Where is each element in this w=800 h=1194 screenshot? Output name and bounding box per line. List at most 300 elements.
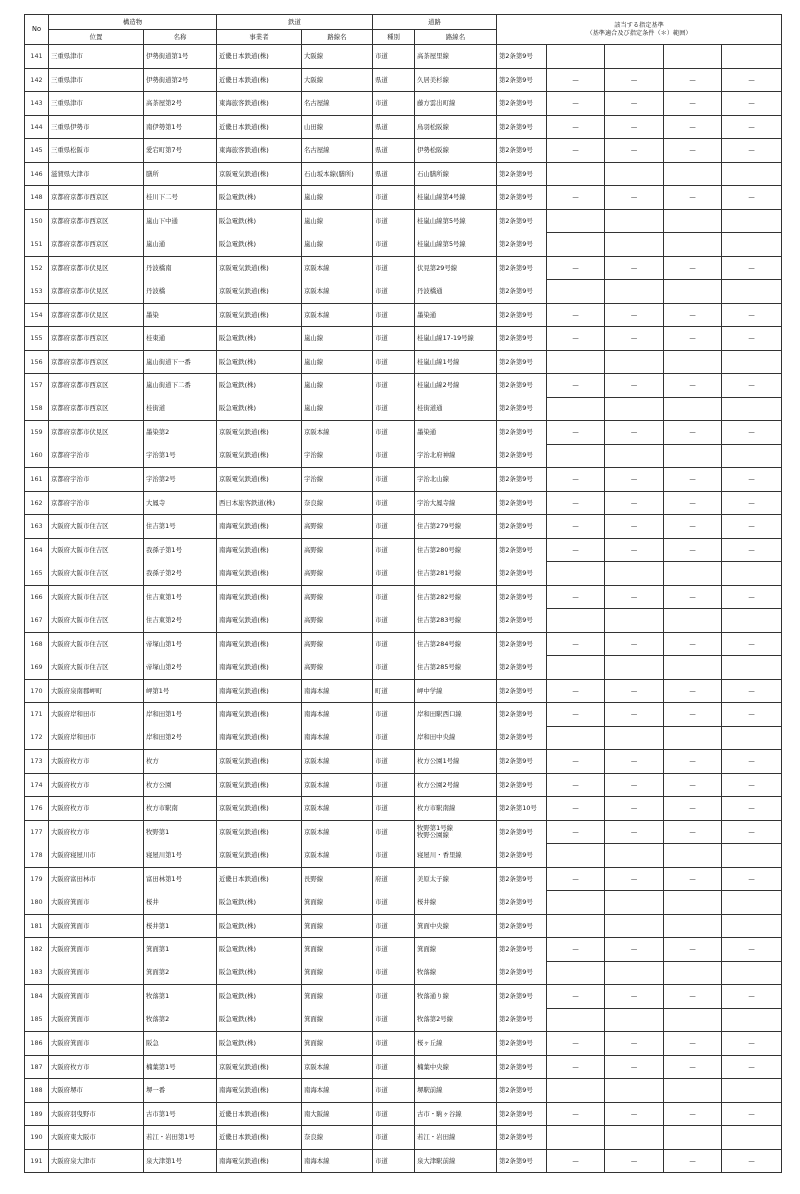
row-location: 大阪府東大阪市	[49, 1126, 144, 1150]
row-criteria: 第2条第9号	[497, 585, 547, 609]
header-road-type: 種別	[373, 30, 415, 45]
table-body	[25, 45, 782, 1173]
row-criteria-flag: —	[605, 938, 664, 962]
table-row	[25, 1032, 782, 1056]
row-location: 大阪府枚方市	[49, 750, 144, 774]
row-no: 155	[25, 327, 49, 351]
row-criteria-flag	[605, 562, 664, 586]
row-operator: 南海電気鉄道(株)	[217, 515, 302, 539]
row-line: 箕面線	[302, 961, 373, 985]
row-criteria-flag: —	[547, 750, 605, 774]
row-criteria-flag: —	[547, 797, 605, 821]
row-line: 嵐山線	[302, 350, 373, 374]
row-line: 南海本線	[302, 703, 373, 727]
row-criteria-flag: —	[547, 632, 605, 656]
row-criteria-flag: —	[722, 585, 782, 609]
row-road-line: 鳥羽松阪線	[415, 115, 497, 139]
row-criteria: 第2条第9号	[497, 844, 547, 868]
row-criteria-flag: —	[547, 1032, 605, 1056]
row-location: 大阪府大阪市住吉区	[49, 656, 144, 680]
row-criteria-flag: —	[605, 750, 664, 774]
row-line: 嵐山線	[302, 233, 373, 257]
row-operator: 近畿日本鉄道(株)	[217, 867, 302, 891]
row-line: 奈良線	[302, 491, 373, 515]
row-location: 京都府京都市西京区	[49, 350, 144, 374]
row-criteria-flag	[722, 1079, 782, 1103]
row-criteria: 第2条第9号	[497, 139, 547, 163]
row-no: 172	[25, 726, 49, 750]
row-criteria-flag: —	[605, 468, 664, 492]
row-operator: 南海電気鉄道(株)	[217, 1079, 302, 1103]
row-criteria-flag: —	[664, 820, 722, 844]
row-name: 宇治第1号	[144, 444, 217, 468]
row-road-type: 市道	[373, 233, 415, 257]
row-criteria-flag	[605, 726, 664, 750]
row-criteria: 第2条第9号	[497, 891, 547, 915]
row-location: 京都府京都市西京区	[49, 397, 144, 421]
row-criteria-flag: —	[664, 491, 722, 515]
row-criteria-flag	[605, 233, 664, 257]
row-criteria-flag	[722, 961, 782, 985]
row-criteria-flag: —	[547, 303, 605, 327]
row-criteria-flag	[547, 209, 605, 233]
table-row	[25, 538, 782, 562]
row-road-type: 市道	[373, 444, 415, 468]
row-criteria-flag: —	[722, 1149, 782, 1173]
row-no: 142	[25, 68, 49, 92]
row-criteria: 第2条第9号	[497, 914, 547, 938]
table-row	[25, 891, 782, 915]
row-criteria-flag	[664, 1126, 722, 1150]
row-road-type: 市道	[373, 820, 415, 844]
row-criteria-flag: —	[664, 750, 722, 774]
row-criteria: 第2条第9号	[497, 656, 547, 680]
row-road-type: 市道	[373, 538, 415, 562]
row-road-line: 高茶屋里線	[415, 45, 497, 69]
row-operator: 近畿日本鉄道(株)	[217, 1126, 302, 1150]
row-criteria: 第2条第9号	[497, 961, 547, 985]
row-criteria-flag	[722, 162, 782, 186]
row-name: 牧野第1	[144, 820, 217, 844]
row-road-line: 住吉第282号線	[415, 585, 497, 609]
row-criteria-flag	[722, 656, 782, 680]
row-criteria-flag: —	[605, 491, 664, 515]
row-criteria: 第2条第9号	[497, 985, 547, 1009]
table-row	[25, 820, 782, 844]
row-criteria-flag: —	[664, 797, 722, 821]
row-name: 墨染第2	[144, 421, 217, 445]
row-criteria-flag	[664, 280, 722, 304]
row-road-line: 桂嵐山線第4号線	[415, 186, 497, 210]
row-no: 190	[25, 1126, 49, 1150]
row-line: 嵐山線	[302, 209, 373, 233]
row-criteria-flag: —	[722, 1102, 782, 1126]
row-criteria-flag: —	[605, 585, 664, 609]
row-no: 148	[25, 186, 49, 210]
row-line: 京阪本線	[302, 1055, 373, 1079]
row-location: 京都府京都市西京区	[49, 374, 144, 398]
row-criteria-flag	[664, 609, 722, 633]
row-criteria: 第2条第9号	[497, 45, 547, 69]
row-road-type: 市道	[373, 186, 415, 210]
row-road-line: 住吉第284号線	[415, 632, 497, 656]
row-name: 住吉東第1号	[144, 585, 217, 609]
row-line: 京阪本線	[302, 844, 373, 868]
row-criteria: 第2条第9号	[497, 303, 547, 327]
row-criteria-flag: —	[722, 327, 782, 351]
row-criteria-flag: —	[547, 92, 605, 116]
row-name: 嵐山街道下二番	[144, 374, 217, 398]
row-criteria-flag: —	[605, 538, 664, 562]
row-road-line: 桂嵐山線第5号線	[415, 209, 497, 233]
row-location: 大阪府箕面市	[49, 1008, 144, 1032]
row-location: 三重県津市	[49, 68, 144, 92]
row-criteria-flag: —	[547, 1055, 605, 1079]
row-name: 丹波橋南	[144, 256, 217, 280]
row-operator: 阪急電鉄(株)	[217, 938, 302, 962]
header-location: 位置	[49, 30, 144, 45]
row-location: 京都府京都市伏見区	[49, 280, 144, 304]
table-row	[25, 421, 782, 445]
row-road-line: 古市・駒ヶ谷線	[415, 1102, 497, 1126]
row-criteria-flag	[722, 1008, 782, 1032]
row-criteria-flag: —	[605, 1102, 664, 1126]
row-location: 大阪府箕面市	[49, 1032, 144, 1056]
row-road-line: 岬中学線	[415, 679, 497, 703]
row-road-line: 桂嵐山線第5号線	[415, 233, 497, 257]
row-criteria-flag	[547, 891, 605, 915]
row-criteria-flag	[547, 233, 605, 257]
row-name: 枚方	[144, 750, 217, 774]
row-line: 京阪本線	[302, 773, 373, 797]
row-road-line: 泉大津駅前線	[415, 1149, 497, 1173]
row-road-line: 久居美杉線	[415, 68, 497, 92]
row-criteria-flag	[547, 162, 605, 186]
row-no: 159	[25, 421, 49, 445]
row-operator: 阪急電鉄(株)	[217, 1032, 302, 1056]
row-criteria-flag	[605, 162, 664, 186]
row-name: 桂東通	[144, 327, 217, 351]
header-road-group: 道路	[373, 15, 497, 30]
row-no: 170	[25, 679, 49, 703]
row-criteria: 第2条第9号	[497, 1102, 547, 1126]
row-criteria-flag	[722, 1126, 782, 1150]
row-line: 箕面線	[302, 1032, 373, 1056]
row-road-type: 市道	[373, 1102, 415, 1126]
table-row	[25, 327, 782, 351]
row-no: 143	[25, 92, 49, 116]
table-row	[25, 867, 782, 891]
table-row	[25, 115, 782, 139]
table-row	[25, 491, 782, 515]
row-criteria-flag: —	[547, 327, 605, 351]
row-criteria: 第2条第9号	[497, 1149, 547, 1173]
row-criteria-flag	[664, 914, 722, 938]
row-no: 150	[25, 209, 49, 233]
row-road-line: 岸和田駅西口線	[415, 703, 497, 727]
row-road-type: 県道	[373, 115, 415, 139]
row-road-line: 桂嵐山線2号線	[415, 374, 497, 398]
row-no: 144	[25, 115, 49, 139]
row-no: 167	[25, 609, 49, 633]
row-criteria-flag	[547, 961, 605, 985]
row-criteria-flag: —	[664, 303, 722, 327]
row-criteria: 第2条第9号	[497, 233, 547, 257]
header-criteria: 該当する指定基準 （基準適合及び指定条件（＊）範囲）	[497, 15, 782, 45]
row-location: 大阪府箕面市	[49, 938, 144, 962]
row-no: 191	[25, 1149, 49, 1173]
row-name: 桜井第1	[144, 914, 217, 938]
row-criteria-flag: —	[664, 186, 722, 210]
row-location: 大阪府大阪市住吉区	[49, 515, 144, 539]
row-road-line: 桜ヶ丘線	[415, 1032, 497, 1056]
row-criteria: 第2条第9号	[497, 115, 547, 139]
row-no: 166	[25, 585, 49, 609]
row-criteria-flag: —	[664, 115, 722, 139]
table-row	[25, 209, 782, 233]
row-criteria-flag: —	[664, 679, 722, 703]
row-operator: 南海電気鉄道(株)	[217, 726, 302, 750]
row-operator: 京阪電気鉄道(株)	[217, 256, 302, 280]
row-road-line: 牧落第2号線	[415, 1008, 497, 1032]
row-criteria-flag	[664, 233, 722, 257]
row-criteria-flag	[605, 350, 664, 374]
row-name: 岸和田第1号	[144, 703, 217, 727]
row-criteria: 第2条第9号	[497, 632, 547, 656]
row-no: 174	[25, 773, 49, 797]
row-operator: 近畿日本鉄道(株)	[217, 1102, 302, 1126]
row-criteria-flag: —	[664, 938, 722, 962]
row-criteria: 第2条第9号	[497, 1126, 547, 1150]
row-criteria-flag	[664, 350, 722, 374]
row-road-type: 市道	[373, 773, 415, 797]
row-location: 大阪府大阪市住吉区	[49, 562, 144, 586]
row-line: 京阪本線	[302, 303, 373, 327]
row-criteria-flag	[605, 1008, 664, 1032]
row-criteria: 第2条第9号	[497, 538, 547, 562]
row-criteria-flag: —	[605, 515, 664, 539]
table-row	[25, 938, 782, 962]
row-road-line: 桂嵐山線1号線	[415, 350, 497, 374]
row-road-type: 市道	[373, 985, 415, 1009]
row-criteria-flag	[664, 444, 722, 468]
row-criteria: 第2条第9号	[497, 1079, 547, 1103]
row-road-type: 市道	[373, 1079, 415, 1103]
row-road-type: 市道	[373, 45, 415, 69]
row-line: 名古屋線	[302, 92, 373, 116]
row-no: 160	[25, 444, 49, 468]
table-row	[25, 844, 782, 868]
row-location: 大阪府羽曳野市	[49, 1102, 144, 1126]
row-criteria: 第2条第9号	[497, 421, 547, 445]
row-line: 京阪本線	[302, 421, 373, 445]
row-operator: 京阪電気鉄道(株)	[217, 280, 302, 304]
row-location: 京都府宇治市	[49, 468, 144, 492]
row-line: 箕面線	[302, 914, 373, 938]
row-line: 南大阪線	[302, 1102, 373, 1126]
row-criteria-flag	[547, 1079, 605, 1103]
row-criteria-flag: —	[664, 1055, 722, 1079]
table-row	[25, 1102, 782, 1126]
row-criteria: 第2条第9号	[497, 938, 547, 962]
row-name: 伊勢街道第2号	[144, 68, 217, 92]
row-line: 嵐山線	[302, 186, 373, 210]
row-road-line: 美原太子線	[415, 867, 497, 891]
row-criteria-flag	[722, 397, 782, 421]
row-name: 桂街道	[144, 397, 217, 421]
row-criteria-flag	[664, 209, 722, 233]
row-no: 145	[25, 139, 49, 163]
row-criteria-flag: —	[605, 186, 664, 210]
row-operator: 南海電気鉄道(株)	[217, 562, 302, 586]
row-criteria-flag	[722, 209, 782, 233]
row-location: 大阪府大阪市住吉区	[49, 585, 144, 609]
row-criteria-flag: —	[547, 820, 605, 844]
row-location: 大阪府大阪市住吉区	[49, 632, 144, 656]
row-criteria-flag	[664, 726, 722, 750]
row-line: 山田線	[302, 115, 373, 139]
row-criteria-flag	[664, 844, 722, 868]
row-criteria: 第2条第9号	[497, 867, 547, 891]
row-criteria-flag: —	[605, 773, 664, 797]
row-location: 京都府京都市西京区	[49, 233, 144, 257]
row-name: 岬第1号	[144, 679, 217, 703]
row-criteria: 第2条第9号	[497, 209, 547, 233]
row-road-line: 岸和田中央線	[415, 726, 497, 750]
row-criteria-flag	[547, 1008, 605, 1032]
row-road-type: 市道	[373, 797, 415, 821]
row-name: 我孫子第1号	[144, 538, 217, 562]
row-no: 156	[25, 350, 49, 374]
row-no: 181	[25, 914, 49, 938]
row-criteria-flag	[605, 397, 664, 421]
row-criteria-flag: —	[722, 468, 782, 492]
row-criteria-flag	[547, 45, 605, 69]
row-location: 大阪府枚方市	[49, 1055, 144, 1079]
row-name: 南伊勢第1号	[144, 115, 217, 139]
row-no: 188	[25, 1079, 49, 1103]
row-criteria-flag: —	[722, 938, 782, 962]
row-criteria-flag: —	[722, 491, 782, 515]
row-criteria-flag: —	[547, 867, 605, 891]
row-road-type: 市道	[373, 750, 415, 774]
row-criteria-flag: —	[605, 327, 664, 351]
row-road-type: 市道	[373, 938, 415, 962]
table-row	[25, 374, 782, 398]
row-line: 高野線	[302, 585, 373, 609]
row-location: 大阪府枚方市	[49, 797, 144, 821]
row-operator: 京阪電気鉄道(株)	[217, 773, 302, 797]
row-criteria-flag	[722, 609, 782, 633]
row-criteria-flag: —	[547, 256, 605, 280]
row-criteria-flag: —	[722, 92, 782, 116]
table-row	[25, 162, 782, 186]
row-road-line: 石山膳所線	[415, 162, 497, 186]
row-criteria-flag	[547, 1126, 605, 1150]
row-line: 嵐山線	[302, 327, 373, 351]
row-criteria-flag: —	[605, 68, 664, 92]
row-criteria-flag: —	[547, 468, 605, 492]
row-line: 石山坂本線(膳所)	[302, 162, 373, 186]
row-criteria-flag: —	[722, 139, 782, 163]
row-criteria-flag: —	[547, 679, 605, 703]
row-criteria: 第2条第9号	[497, 820, 547, 844]
row-no: 141	[25, 45, 49, 69]
row-operator: 阪急電鉄(株)	[217, 914, 302, 938]
row-criteria-flag	[605, 961, 664, 985]
row-criteria-flag	[605, 1126, 664, 1150]
row-no: 183	[25, 961, 49, 985]
row-criteria: 第2条第9号	[497, 280, 547, 304]
row-road-type: 市道	[373, 1149, 415, 1173]
row-criteria-flag: —	[664, 585, 722, 609]
row-name: 泉大津第1号	[144, 1149, 217, 1173]
row-no: 161	[25, 468, 49, 492]
table-row	[25, 303, 782, 327]
row-criteria-flag	[664, 562, 722, 586]
table-row	[25, 961, 782, 985]
row-criteria-flag	[722, 280, 782, 304]
row-criteria-flag: —	[664, 327, 722, 351]
row-location: 大阪府箕面市	[49, 961, 144, 985]
row-location: 三重県津市	[49, 92, 144, 116]
row-road-line: 伏見第29号線	[415, 256, 497, 280]
row-name: 箕面第1	[144, 938, 217, 962]
row-criteria-flag: —	[547, 491, 605, 515]
row-road-line: 枚方公園2号線	[415, 773, 497, 797]
row-criteria-flag: —	[722, 115, 782, 139]
row-name: 我孫子第2号	[144, 562, 217, 586]
row-road-type: 市道	[373, 397, 415, 421]
row-operator: 西日本旅客鉄道(株)	[217, 491, 302, 515]
header-no: No	[25, 15, 49, 45]
table-row	[25, 468, 782, 492]
row-name: 寝屋川第1号	[144, 844, 217, 868]
row-no: 171	[25, 703, 49, 727]
row-no: 178	[25, 844, 49, 868]
row-road-line: 住吉第283号線	[415, 609, 497, 633]
row-criteria-flag: —	[664, 773, 722, 797]
row-criteria-flag: —	[605, 374, 664, 398]
row-criteria: 第2条第9号	[497, 1032, 547, 1056]
row-road-type: 市道	[373, 891, 415, 915]
row-criteria-flag: —	[722, 256, 782, 280]
row-no: 186	[25, 1032, 49, 1056]
row-criteria-flag	[722, 726, 782, 750]
table-row	[25, 585, 782, 609]
table-row	[25, 562, 782, 586]
row-criteria-flag	[547, 726, 605, 750]
row-criteria-flag: —	[547, 115, 605, 139]
row-criteria-flag: —	[547, 186, 605, 210]
row-criteria-flag: —	[664, 703, 722, 727]
row-road-line: 藤方雲出町線	[415, 92, 497, 116]
row-criteria-flag: —	[722, 1032, 782, 1056]
row-location: 大阪府岸和田市	[49, 703, 144, 727]
row-criteria-flag: —	[605, 985, 664, 1009]
row-criteria-flag	[605, 844, 664, 868]
row-line: 京阪本線	[302, 280, 373, 304]
row-location: 大阪府岸和田市	[49, 726, 144, 750]
table-row	[25, 750, 782, 774]
row-operator: 南海電気鉄道(株)	[217, 538, 302, 562]
row-criteria-flag	[722, 891, 782, 915]
row-road-line: 牧野第1号線 牧野公園線	[415, 820, 497, 844]
row-road-line: 牧落通り線	[415, 985, 497, 1009]
header-operator: 事業者	[217, 30, 302, 45]
row-road-line: 枚方公園1号線	[415, 750, 497, 774]
table-row	[25, 515, 782, 539]
